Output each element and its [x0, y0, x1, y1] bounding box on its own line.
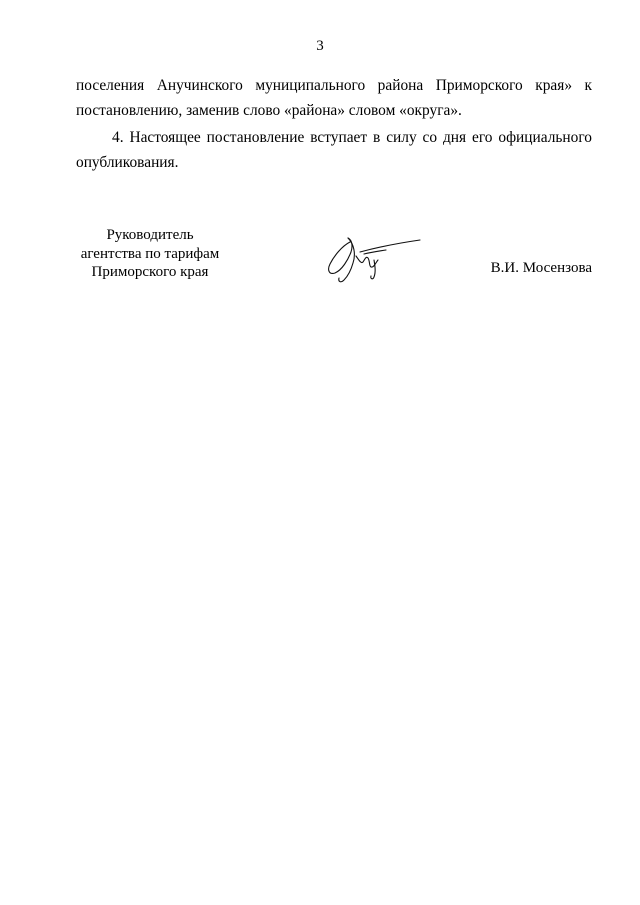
signer-name: В.И. Мосензова — [490, 260, 592, 276]
paragraph-continuation — [76, 73, 592, 123]
paragraph-line: поселения Анучинского муниципального района Приморского края» к — [76, 77, 592, 94]
signer-title-line: Приморского края — [91, 264, 209, 280]
page-number: 3 — [316, 38, 324, 54]
signer-title-line: Руководитель — [106, 227, 194, 243]
handwritten-signature — [320, 230, 425, 285]
paragraph-line: постановлению, заменив слово «района» словом «округа». — [76, 102, 462, 119]
signer-title-line: агентства по тарифам — [80, 245, 220, 262]
paragraph-line: 4. Настоящее постановление вступает в силу со дня его официального — [112, 129, 592, 146]
signer-title — [70, 226, 230, 282]
paragraph-line: опубликования. — [76, 154, 179, 171]
paragraph-item-4 — [76, 125, 592, 175]
